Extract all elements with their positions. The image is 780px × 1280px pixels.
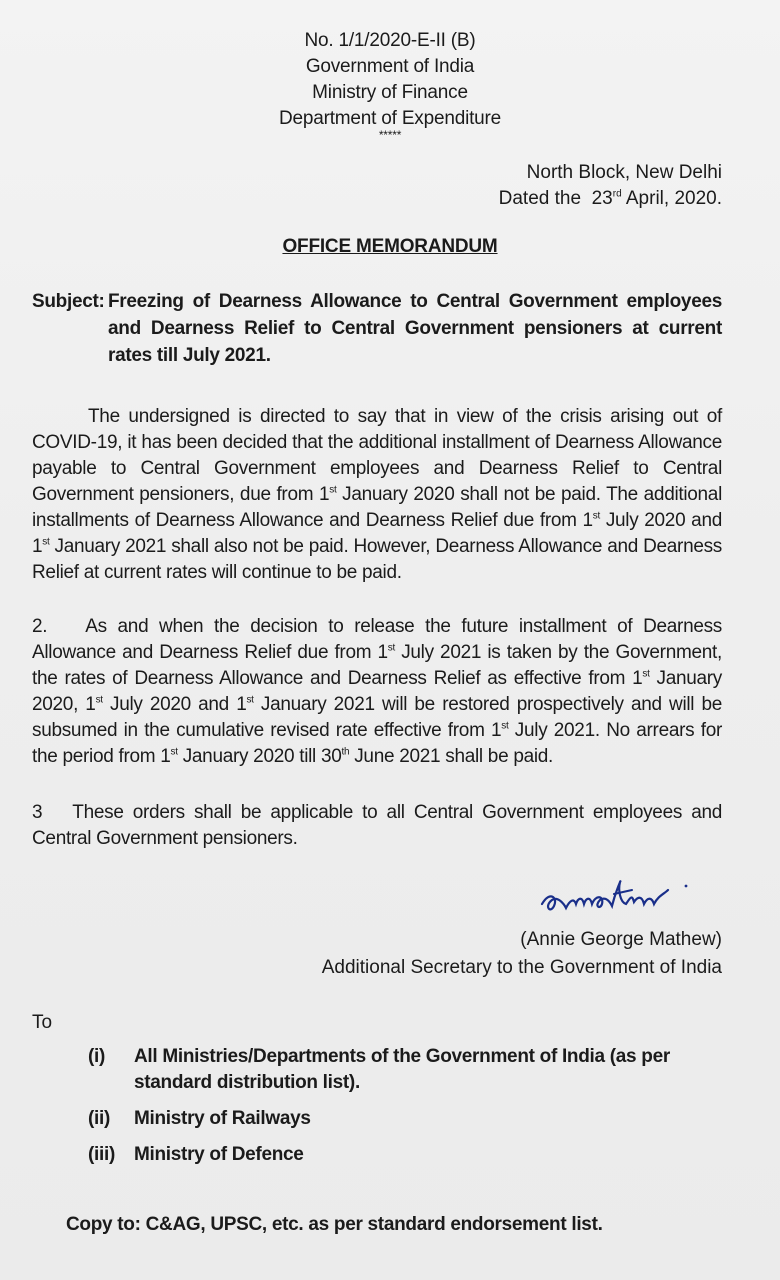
list-item	[88, 1044, 728, 1096]
list-item	[88, 1142, 728, 1168]
list-item-number: (iii)	[88, 1144, 115, 1165]
place-and-date	[499, 160, 722, 212]
paragraph-3	[32, 800, 722, 852]
list-item-text: All Ministries/Departments of the Government of India (as per standard distribution list).	[134, 1046, 670, 1093]
date-day: 23	[591, 188, 613, 209]
government-name: Government of India	[305, 56, 475, 77]
paragraph-3-number: 3	[32, 802, 43, 823]
list-item-number: (i)	[88, 1046, 106, 1067]
subject-text: Freezing of Dearness Allowance to Central Government employees and Dearness Relief to Central Government pensioners at current rates till July 2021.	[108, 291, 722, 366]
signatory	[322, 926, 722, 982]
paragraph-1: The undersigned is directed to say that in view of the crisis arising out of COVID-19, it has been decided that the additional installment of Dearness Allowance payable to Central Government employees and Dearness Relief to Central Government pensioners, due from 1st January 2020 shall not be paid. The additional installments of Dearness Allowance and Dearness Relief due from 1st July 2020 and 1st January 2021 shall also not be paid. However, Dearness Allowance and Dearness Relief at current rates will continue to be paid.	[32, 406, 722, 583]
paragraph-2-text: As and when the decision to release the future installment of Dearness Allowance and Dearness Relief due from 1st July 2021 is taken by the Government, the rates of Dearness Allowance and Dearness Relief as effective from 1st January 2020, 1st July 2020 and 1st January 2021 will be restored prospectively and will be subsumed in the cumulative revised rate effective from 1st July 2021. No arrears for the period from 1st January 2020 till 30th June 2021 shall be paid.	[32, 616, 722, 767]
subject-label: Subject:	[32, 291, 105, 312]
list-item-number: (ii)	[88, 1108, 111, 1129]
paragraph-2-number: 2.	[32, 616, 48, 637]
subject-block	[32, 288, 722, 369]
file-number: No. 1/1/2020-E-II (B)	[304, 30, 476, 51]
distribution-list	[88, 1044, 728, 1178]
to-label: To	[32, 1012, 53, 1033]
memo-title: OFFICE MEMORANDUM	[282, 236, 498, 257]
handwritten-signature	[536, 860, 716, 920]
letterhead	[0, 28, 780, 140]
list-item-text: Ministry of Defence	[134, 1144, 304, 1165]
date-rest: April, 2020.	[625, 188, 722, 209]
separator-stars: *****	[378, 128, 402, 142]
signatory-name: (Annie George Mathew)	[520, 929, 722, 950]
dated-prefix: Dated the	[498, 188, 582, 209]
ministry-name: Ministry of Finance	[312, 82, 468, 103]
paragraph-2	[32, 614, 722, 770]
paragraph-3-text: These orders shall be applicable to all Central Government employees and Central Government pensioners.	[32, 802, 722, 849]
date-suffix: rd	[612, 188, 622, 200]
department-name: Department of Expenditure	[278, 108, 502, 129]
location: North Block, New Delhi	[526, 162, 722, 183]
copy-to: Copy to: C&AG, UPSC, etc. as per standard endorsement list.	[66, 1214, 603, 1235]
date-line	[499, 186, 722, 212]
signatory-designation: Additional Secretary to the Government of India	[321, 957, 722, 978]
list-item	[88, 1106, 728, 1132]
list-item-text: Ministry of Railways	[134, 1108, 311, 1129]
